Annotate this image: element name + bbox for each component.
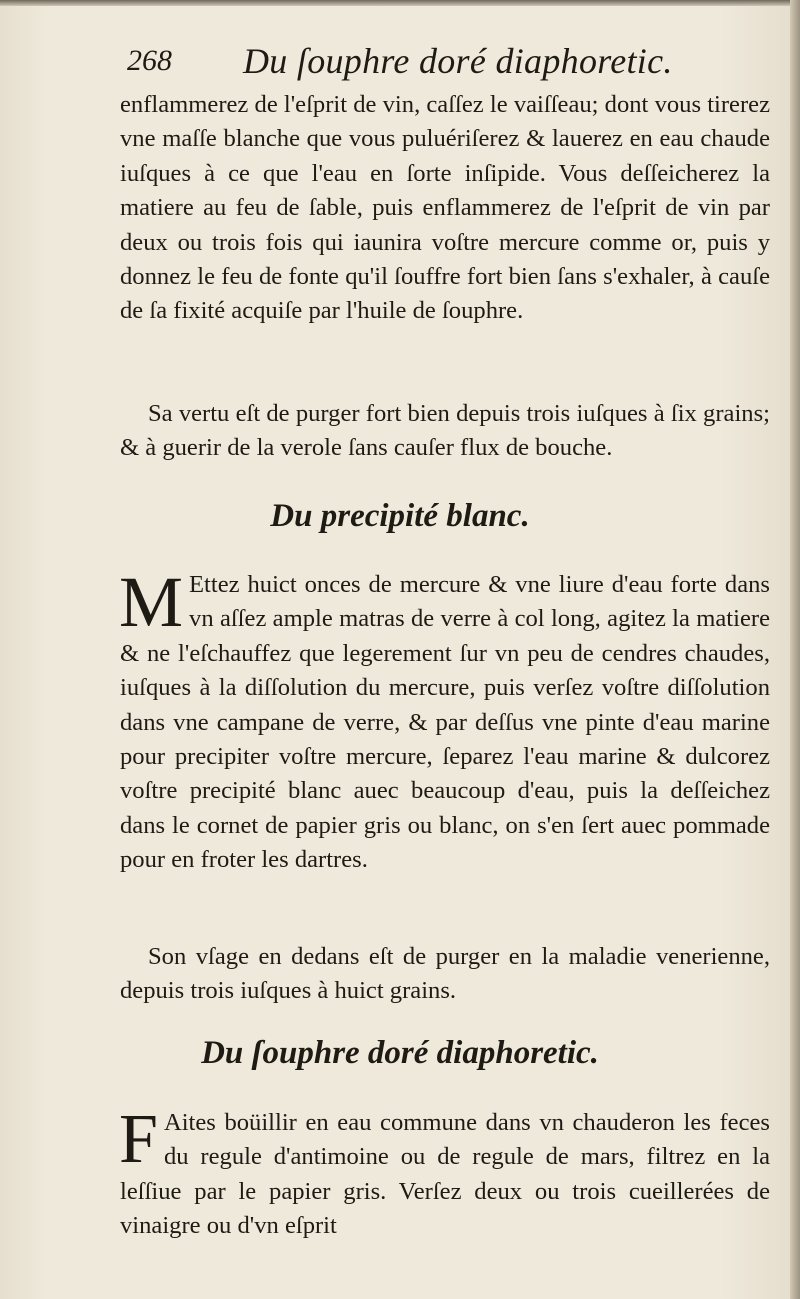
running-title: Du ſouphre doré diaphoretic. <box>243 41 673 81</box>
dropcap-m: M <box>119 562 184 642</box>
page-edge-top <box>0 0 800 6</box>
souphre-text: Aites boüillir en eau commune dans vn chauderon les feces du regule d'antimoine ou de regule de mars, filtrez en la leſſiue par le papier gris. Verſez deux ou trois cueillerées de vinaigre ou d'vn eſprit <box>120 1109 770 1240</box>
page-header <box>127 40 787 90</box>
dropcap-f: F <box>119 1101 158 1178</box>
precipite-text: Ettez huict onces de mercure & vne liure d'eau forte dans vn aſſez ample matras de verre à col long, agitez la matiere & ne l'eſchauffez que legerement ſur vn peu de cendres chaudes, iuſques à la diſſolution du mercure, puis verſez voſtre diſſolution dans vne campane de verre, & par deſſus vne pinte d'eau marine pour precipiter voſtre mercure, ſeparez l'eau marine & dulcorez voſtre precipité blanc auec beaucoup d'eau, puis la deſſeichez dans le cornet de papier gris ou blanc, on s'en ſert auec pommade pour en froter les dartres. <box>120 571 770 874</box>
precipite-paragraph <box>119 562 770 878</box>
continuation-paragraph: enflammerez de l'eſprit de vin, caſſez le vaiſſeau; dont vous tirerez vne maſſe blanche que vous puluériſerez & lauerez en eau chaude iuſques à ce que l'eau en ſorte inſipide. Vous deſſeicherez la matiere au feu de ſable, puis enflammerez de l'eſprit de vin par deux ou trois fois qui iaunira voſtre mercure comme or, puis y donnez le feu de fonte qu'il ſouffre fort bien ſans s'exhaler, à cauſe de ſa fixité acquiſe par l'huile de ſouphre. <box>120 91 770 325</box>
souphre-paragraph <box>119 1101 770 1244</box>
page-number: 268 <box>127 44 172 77</box>
page-edge-right <box>790 0 800 1299</box>
section-title-precipite-blanc: Du precipité blanc. <box>270 498 530 534</box>
section-title-souphre-dore: Du ſouphre doré diaphoretic. <box>201 1035 599 1071</box>
virtue-paragraph: Sa vertu eſt de purger fort bien depuis trois iuſques à ſix grains; & à guerir de la verole ſans cauſer flux de bouche. <box>120 400 770 462</box>
usage-paragraph: Son vſage en dedans eſt de purger en la maladie venerienne, depuis trois iuſques à huict grains. <box>120 943 770 1005</box>
